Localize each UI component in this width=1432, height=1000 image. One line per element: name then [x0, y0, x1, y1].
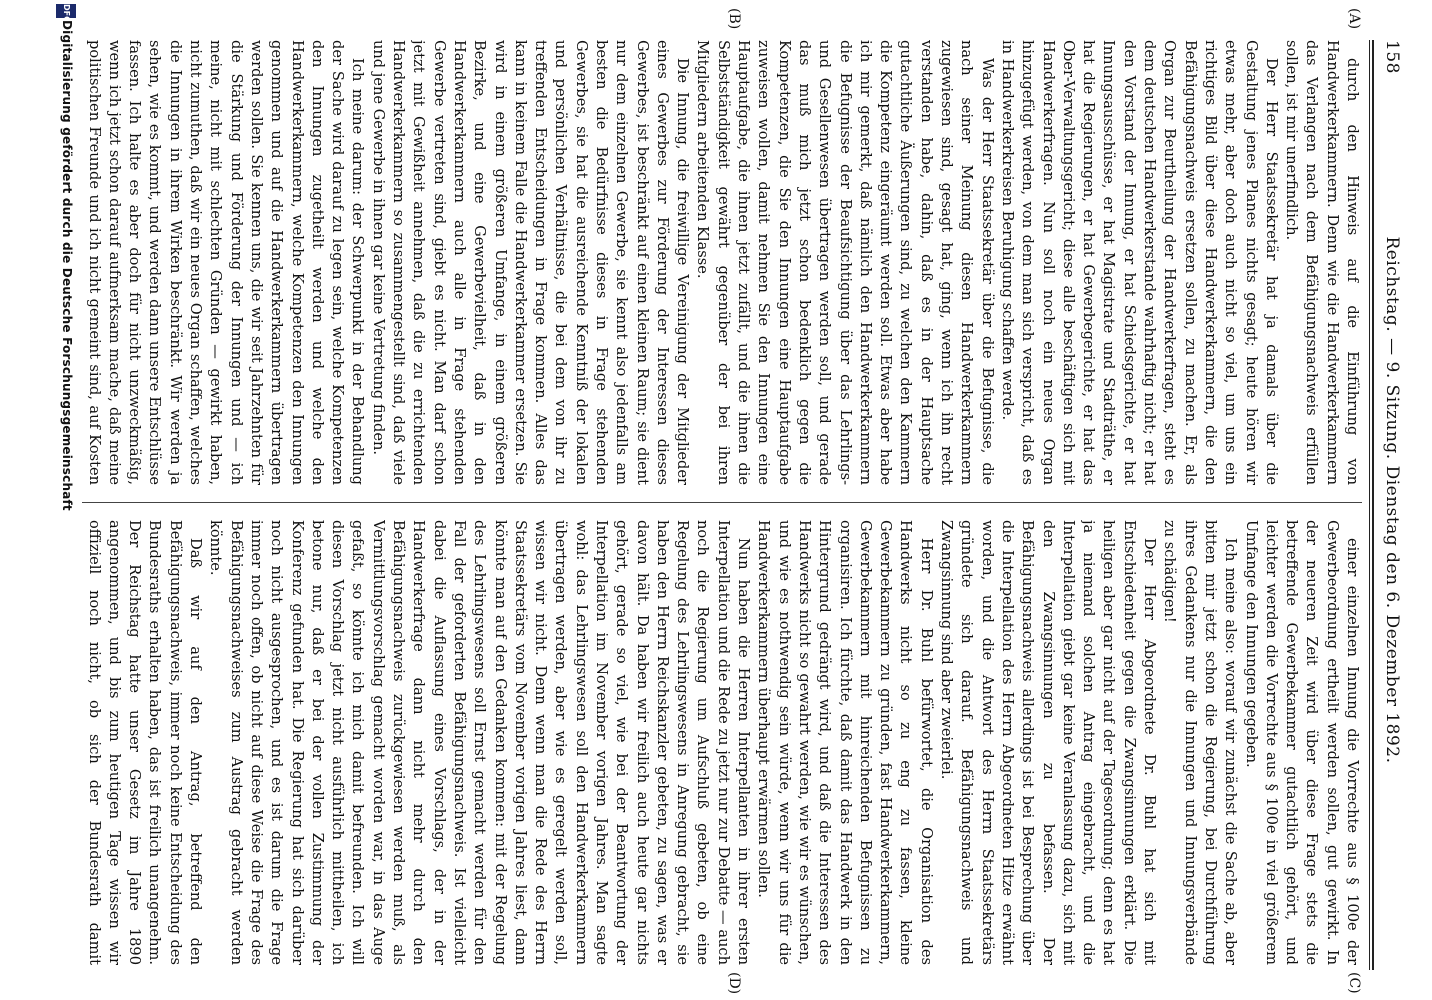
- margin-marker-a: (A): [1346, 8, 1362, 30]
- credit-text: Digitalisierung gefördert durch die Deutsche Forschungsgemeinschaft: [60, 20, 74, 511]
- paragraph: Die Innung, die freiwillige Vereinigung der Mitglieder eines Gewerbes zur Förderung der Interessen dieses Gewerbes, ist beschränkt auf einen kleinen Raum; sie dient nur dem einzelnen Gewerbe, sie kennt also jedenfalls am besten die Bedürfnisse dieses in Frage stehenden Gewerbes, sie hat die ausreichende Kenntniß der lokalen und persönlichen Verhältnisse, die bei dem von ihr zu treffenden Entscheidungen in Frage kommen. Alles das kann in keinem Falle die Handwerkerkammer ersetzen. Sie wird in einem größeren Umfange, in einem größeren Bezirke, und eine Gewerbevielheit, daß in den Handwerkerkammern auch alle in Frage stehenden Gewerbe vertreten sind, giebt es nicht. Man darf schon jetzt mit Gewißheit annehmen, daß die zu errichtenden Handwerkerkammern so zusammengestellt sind, daß viele und jene Gewerbe in ihnen gar keine Vertretung finden.: [369, 40, 692, 485]
- dfg-logo: DFG: [56, 4, 76, 18]
- digitization-credit: [52, 0, 76, 1000]
- paragraph: Ich meine also: worauf wir zunächst die Sache ab, aber bitten mir jetzt schon die Regierung, bei Durchführung ihres Gedankens nur die Innungen und Innungsverbände zu schädigen!: [1161, 520, 1240, 965]
- margin-marker-d: (D): [726, 972, 742, 995]
- margin-marker-b: (B): [726, 8, 742, 30]
- paragraph: einer einzelnen Innung die Vorrechte aus § 100e der Gewerbeordnung ertheilt werden sollen, gut gewirkt. In der neueren Zeit wird über diese Frage stets die betreffende Gewerbekammer gutachtlich gehört, und leichter werden die Vorrechte aus § 100e in viel größerem Umfange den Innungen gegeben.: [1242, 520, 1361, 965]
- paragraph: Daß wir auf den Antrag, betreffend den Befähigungsnachweis, immer noch keine Entscheidung des Bundesraths erhalten haben, das ist freilich unangenehm. Der Reichstag hatte unser Gesetz im Jahre 1890 angenommen, und bis zum heutigen Tage wissen wir offiziell noch nicht, ob sich der Bundesrath damit: [85, 520, 205, 965]
- paragraph: Der Herr Staatssekretär hat ja damals über die Gestaltung jenes Planes nichts gesagt; heute hören wir etwas mehr, aber doch auch nicht so viel, um uns ein richtiges Bild über diese Handwerkerkammern, die den Befähigungsnachweis ersetzen sollen, zu machen. Er, als Organ zur Beurtheilung der Handwerkerfragen, steht es dem deutschen Handwerkerstande wahrhaftig nicht; er hat den Vorstand der Innung, er hat Schiedsgerichte, er hat Innungsausschüsse, er hat Magistrate und Stadträthe, er hat die Regierungen, er hat Gewerbegerichte, er hat das Ober-Verwaltungsgericht; diese alle beschäftigen sich mit Handwerkerfragen. Nun soll noch ein neues Organ hinzugefügt werden, von dem man sich verspricht, daß es in Handwerkerkreisen Beruhigung schaffen werde.: [998, 40, 1280, 485]
- paragraph: Ich meine darum: der Schwerpunkt in der Behandlung der Sache wird darauf zu legen sein, welche Kompetenzen den Innungen zugetheilt werden und welche den Handwerkerkammern, welche Kompetenzen den Innungen genommen und auf die Handwerkerkammern übertragen werden sollen. Sie kennen uns, die wir seit Jahrzehnten für die Stärkung und Förderung der Innungen und — ich meine, nicht mit schlechten Gründen — gewirkt haben, nicht zumuthen, daß wir ein neues Organ schaffen, welches die Innungen in ihrem Wirken beschränkt. Wir werden ja sehen, wie es kommt, und werden dann unsere Entschlüsse fassen. Ich halte es aber doch für nicht unzweckmäßig, wenn ich jetzt schon darauf aufmerksam mache, daß meine politischen Freunde und ich nicht gemeint sind, auf Kosten: [85, 40, 367, 485]
- left-text-column: [82, 40, 1362, 485]
- rotated-scan-page: [52, 0, 1432, 1000]
- header-rule-thin: [1369, 40, 1370, 970]
- header-rule: [1372, 40, 1374, 970]
- paragraph: durch den Hinweis auf die Einführung von Handwerkerkammern. Denn wie die Handwerkerkammern das Verlangen nach dem Befähigungsnachweis erfüllen sollen, ist mir unerfindlich.: [1283, 40, 1361, 485]
- paragraph: Herr Dr. Buhl befürwortet, die Organisation des Handwerks nicht so zu eng zu fassen, kleine Gewerbekammern zu gründen, fast Handwerkerkammern, Gewerbekammern mit hinreichenden Befugnissen zu organisiren. Ich fürchte, daß damit das Handwerk in den Hintergrund gedrängt wird, und daß die Interessen des Handwerks nicht so gewahrt werden, wie wir es wünschen, und wie es nothwendig sein würde, wenn wir uns für die Handwerkerkammern überhaupt erwärmen sollen.: [755, 520, 935, 965]
- margin-marker-c: (C): [1346, 972, 1362, 994]
- right-text-column: [82, 520, 1362, 965]
- page-header: [1370, 40, 1410, 960]
- paragraph: Nun haben die Herren Interpellanten in ihrer ersten Interpellation und die Rede zu jetzt nur zur Debatte — auch noch die Regierung um Aufschluß gebeten, ob eine Regelung des Lehrlingswesens in Anregung gebracht, sie haben den Herrn Reichskanzler gebeten, zu sagen, was er davon hält. Da haben wir freilich auch heute gar nichts gehört, gerade so viel, wie bei der Beantwortung der Interpellation im November vorigen Jahres. Man sagte wohl: das Lehrlingswesen soll den Handwerkerkammern übertragen werden, aber wie es geregelt werden soll, wissen wir nicht. Denn wenn man die Rede des Herrn Staatssekretärs vom November vorigen Jahres liest, dann könnte man auf den Gedanken kommen: mit der Regelung des Lehrlingswesens soll Ernst gemacht werden für den Fall der geforderten Befähigungsnachweis. Ist vielleicht dabei die Auflassung eines Vorschlags, der in der Handwerkerfrage dann nicht mehr durch den Befähigungsnachweis zurückgewiesen werden muß, als Vermittlungsvorschlag gemacht worden war, in das Auge gefaßt, so könnte ich mich damit befreunden. Ich will diesen Vorschlag jetzt nicht ausführlich mittheilen, ich betone nur, daß er bei der vollen Zustimmung der Konferenz gefunden hat. Die Regierung hat sich darüber noch nicht ausgesprochen, und es ist darum die Frage immer noch offen, ob nicht auf diese Weise die Frage des Befähigungsnachweises zum Austrag gebracht werden könnte.: [207, 520, 753, 965]
- paragraph: Was der Herr Staatssekretär über die Befugnisse, die nach seiner Meinung diesen Handwerkerkammern zugewiesen sind, gesagt hat, ging, wenn ich ihn recht verstanden habe, dahin, daß es in der Hauptsache gutachtliche Äußerungen sind, zu welchen den Kammern die Kompetenz eingeräumt werden soll. Etwas aber habe ich mir gemerkt, daß nämlich den Handwerkerkammern die Befugnisse der Beaufsichtigung über das Lehrlings- und Gesellenwesen übertragen werden soll, und gerade das muß mich jetzt schon bedenklich gegen die Kompetenzen, die Sie den Innungen eine Hauptaufgabe zuweisen wollen, damit nehmen Sie den Innungen eine Hauptaufgabe, die ihnen jetzt zufällt, und die ihnen die Selbstständigkeit gewährt gegenüber der bei ihren Mitgliedern arbeitenden Klasse.: [694, 40, 996, 485]
- page-number: 158: [1382, 40, 1402, 74]
- page-title: Reichstag. — 9. Sitzung. Dienstag den 6. Dezember 1892.: [1382, 236, 1402, 764]
- paragraph: Der Herr Abgeordnete Dr. Buhl hat sich mit Entschiedenheit gegen die Zwangsinnungen erklärt. Die heiligen aber gar nicht auf der Tagesordnung; denn es hat ja niemand solchen Antrag eingebracht, und die Interpellation giebt gar keine Veranlassung dazu, sich mit den Zwangsinnungen zu befassen. Der Befähigungsnachweis allerdings ist bei Besprechung über die Interpellation des Herrn Abgeordneten Hitze erwähnt worden, und die Antwort des Herrn Staatssekretärs gründete sich darauf. Befähigungsnachweis und Zwangsinnung sind aber zweierlei.: [938, 520, 1159, 965]
- column-divider: [82, 502, 1362, 503]
